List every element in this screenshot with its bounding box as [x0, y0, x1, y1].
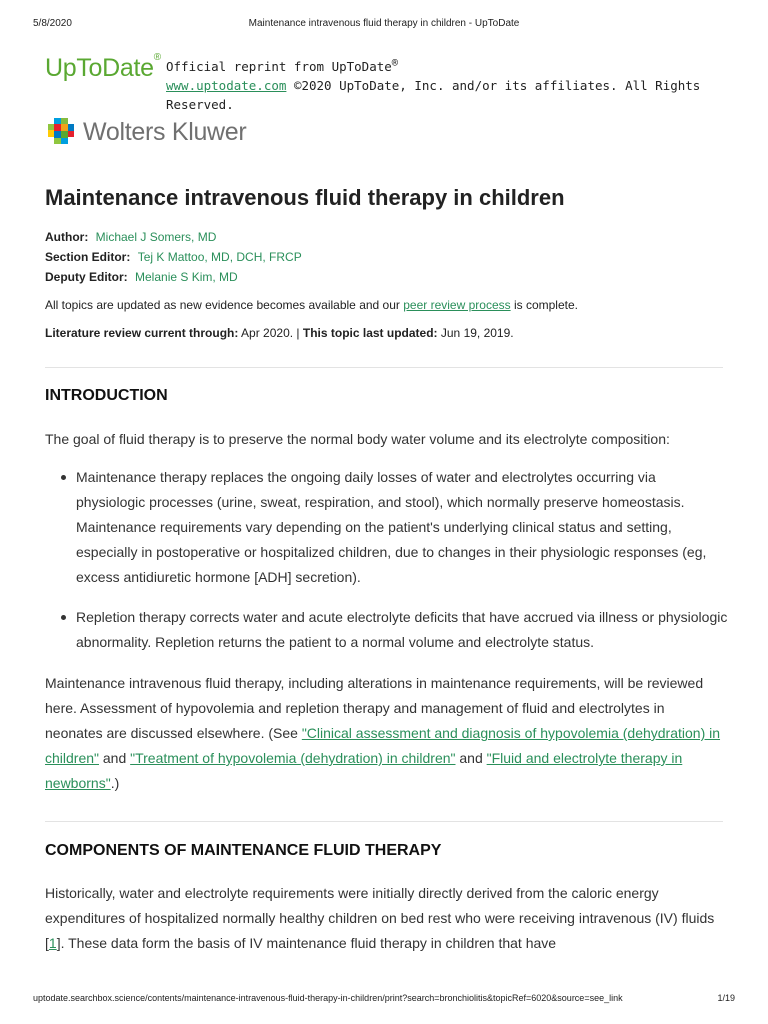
- reprint-line: Official reprint from UpToDate: [166, 59, 392, 75]
- review-status: [45, 326, 514, 340]
- author-label: Author:: [45, 230, 89, 244]
- brand-row: [45, 52, 735, 113]
- wolters-kluwer-logo: [45, 115, 265, 149]
- update-note-end: is complete.: [510, 298, 578, 312]
- reprint-notice: [166, 54, 735, 114]
- components-heading: COMPONENTS OF MAINTENANCE FLUID THERAPY: [45, 842, 442, 859]
- hypovolemia-assessment-link[interactable]: "Clinical assessment and diagnosis of hypovolemia (dehydration) in children": [45, 725, 721, 766]
- components-text-end: ]. These data form the basis of IV maintenance fluid therapy in children that have: [56, 935, 557, 951]
- reference-link[interactable]: 1: [48, 935, 57, 951]
- introduction-heading: INTRODUCTION: [45, 387, 168, 404]
- uptodate-logo: [45, 54, 161, 83]
- page-title: Maintenance intravenous fluid therapy in children: [45, 185, 565, 210]
- updated-label: This topic last updated:: [302, 326, 438, 340]
- print-document-title: Maintenance intravenous fluid therapy in children - UpToDate: [248, 18, 520, 29]
- summary-conjunction: and: [455, 750, 487, 766]
- print-header: [33, 18, 735, 32]
- summary-end: .): [110, 775, 120, 791]
- updated-value: Jun 19, 2019.: [437, 326, 514, 340]
- author-line: [45, 230, 216, 244]
- section-editor-line: [45, 250, 302, 264]
- wolters-kluwer-name: Wolters Kluwer: [83, 118, 247, 146]
- page-number: 1/19: [717, 993, 735, 1003]
- uptodate-site-link[interactable]: www.uptodate.com: [166, 78, 287, 94]
- update-note: [45, 298, 578, 312]
- copyright-text: ©2020 UpToDate, Inc. and/or its affiliates. All Rights Reserved.: [166, 78, 701, 113]
- print-url: uptodate.searchbox.science/contents/maintenance-intravenous-fluid-therapy-in-children/print?search=bronchiolitis&topicRef=6020&source=see_link: [33, 993, 623, 1003]
- section-editor-label: Section Editor:: [45, 250, 131, 264]
- review-label: Literature review current through:: [45, 326, 239, 340]
- uptodate-logo-text: UpToDate: [45, 54, 154, 82]
- introduction-lead: The goal of fluid therapy is to preserve the normal body water volume and its electrolyte composition:: [45, 431, 670, 447]
- uptodate-logo-mark: ®: [153, 52, 161, 63]
- author-name[interactable]: Michael J Somers, MD: [95, 230, 217, 244]
- divider: [45, 367, 723, 368]
- hypovolemia-treatment-link[interactable]: "Treatment of hypovolemia (dehydration) in children": [130, 750, 456, 766]
- summary-conjunction: and: [99, 750, 131, 766]
- print-date: 5/8/2020: [33, 18, 72, 29]
- update-note-text: All topics are updated as new evidence becomes available and our: [45, 298, 404, 312]
- review-value: Apr 2020. |: [238, 326, 303, 340]
- peer-review-link[interactable]: peer review process: [403, 298, 511, 312]
- deputy-editor-line: [45, 270, 238, 284]
- list-item: Repletion therapy corrects water and acute electrolyte deficits that have accrued via illness or physiologic abnormality. Repletion returns the patient to a normal volume and electrolyte status.: [58, 605, 728, 655]
- deputy-editor-name[interactable]: Melanie S Kim, MD: [135, 270, 238, 284]
- components-text: [45, 881, 725, 956]
- section-editor-name[interactable]: Tej K Mattoo, MD, DCH, FRCP: [137, 250, 302, 264]
- summary-text: Maintenance intravenous fluid therapy, including alterations in maintenance requirements, will be reviewed here. Assessment of hypovolemia and repletion therapy and management of fluid and electrolytes in neonates are discussed elsewhere. (See: [45, 675, 704, 741]
- list-item: Maintenance therapy replaces the ongoing daily losses of water and electrolytes occurring via physiologic processes (urine, sweat, respiration, and stool), which normally preserve homeostasis. Maintenance requirements vary depending on the patient's underlying clinical status and setting, especially in postoperative or hospitalized children, due to changes in their physiologic responses (eg, excess antidiuretic hormone [ADH] secretion).: [58, 465, 728, 590]
- wolters-kluwer-mosaic-icon: [45, 115, 77, 147]
- components-text-start: Historically, water and electrolyte requirements were initially directly derived from the caloric energy expenditures of hospitalized normally healthy children on bed rest who were receiving intravenous (IV) fluids [: [45, 885, 715, 951]
- deputy-editor-label: Deputy Editor:: [45, 270, 128, 284]
- divider: [45, 821, 723, 822]
- introduction-bullets: [58, 465, 728, 655]
- reprint-mark: ®: [391, 57, 399, 69]
- introduction-summary: [45, 671, 725, 796]
- newborn-fluid-therapy-link[interactable]: "Fluid and electrolyte therapy in newborns": [45, 750, 683, 791]
